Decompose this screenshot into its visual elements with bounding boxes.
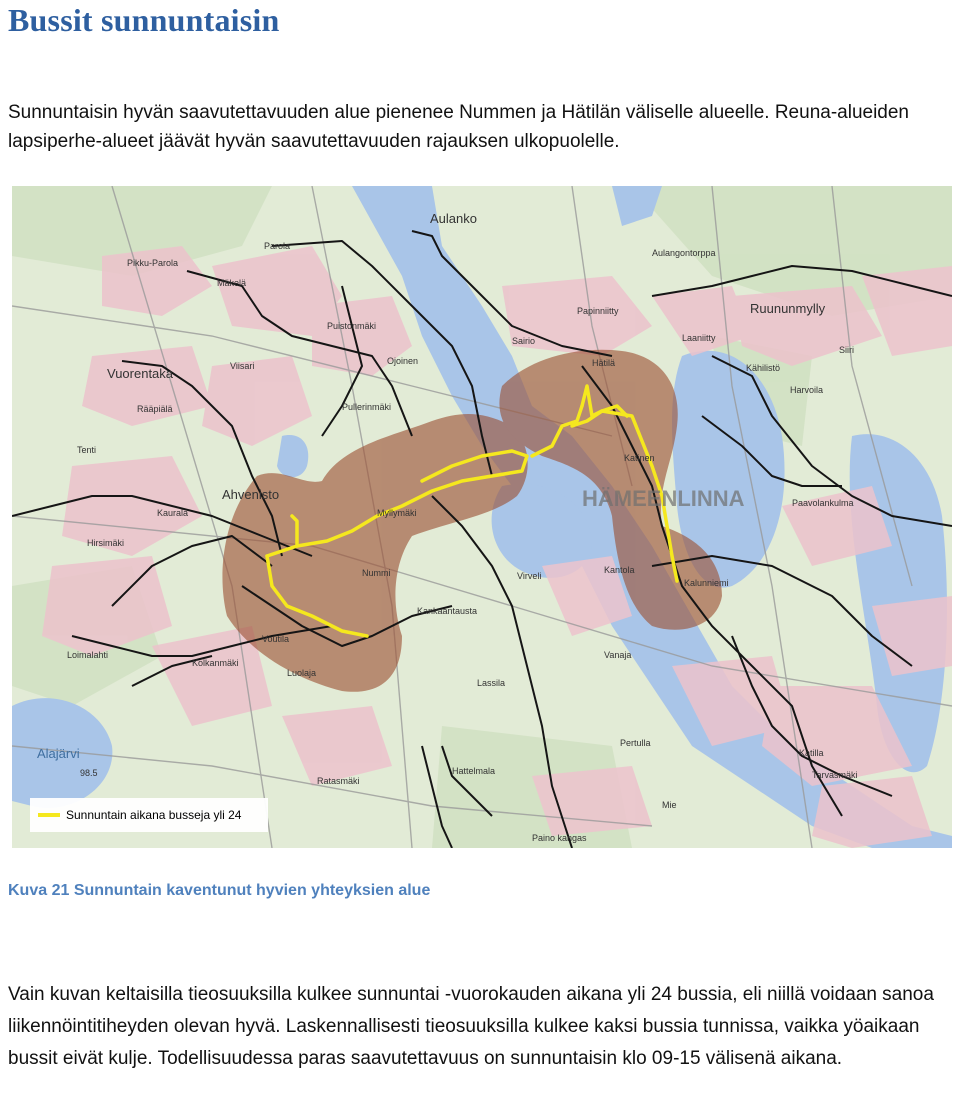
svg-text:Hätilä: Hätilä (592, 358, 616, 368)
svg-text:Myllymäki: Myllymäki (377, 508, 417, 518)
svg-text:Aulangontorppa: Aulangontorppa (652, 248, 716, 258)
svg-text:Tenti: Tenti (77, 445, 97, 455)
svg-text:Kankaantausta: Kankaantausta (417, 606, 478, 616)
svg-text:Nummi: Nummi (362, 568, 391, 578)
svg-text:Virveli: Virveli (517, 571, 542, 581)
svg-text:Alajärvi: Alajärvi (37, 746, 80, 761)
svg-text:Ahvenisto: Ahvenisto (222, 487, 280, 502)
svg-text:Vuorentaka: Vuorentaka (107, 366, 174, 381)
svg-text:Sairio: Sairio (512, 336, 536, 346)
svg-text:Siiri: Siiri (839, 345, 854, 355)
svg-text:Laaniitty: Laaniitty (682, 333, 716, 343)
svg-text:Loimalahti: Loimalahti (67, 650, 109, 660)
svg-text:Kalunniemi: Kalunniemi (684, 578, 729, 588)
svg-text:Pikku-Parola: Pikku-Parola (127, 258, 179, 268)
svg-text:98.5: 98.5 (80, 768, 98, 778)
svg-text:Kantola: Kantola (604, 565, 635, 575)
body-paragraph: Vain kuvan keltaisilla tieosuuksilla kulkee sunnuntai -vuorokauden aikana yli 24 bussia, eli niillä voidaan sanoa liikennöintitiheyden olevan hyvä. Laskennallisesti tieosuuksilla kulkee kaksi bussia tunnissa, vaikka yöaikaan bussit eivät kulje. Todellisuudessa paras saavutettavuus on sunnuntaisin klo 09-15 välisenä aikana. (8, 984, 934, 1069)
map-legend (30, 798, 268, 832)
svg-text:Lassila: Lassila (477, 678, 506, 688)
city-label: HÄMEENLINNA (582, 486, 745, 511)
svg-text:Katilla: Katilla (799, 748, 824, 758)
figure-caption: Kuva 21 Sunnuntain kaventunut hyvien yhteyksien alue (8, 882, 431, 899)
svg-text:Harvoila: Harvoila (790, 385, 824, 395)
svg-text:Parola: Parola (264, 241, 291, 251)
svg-text:Paino kangas: Paino kangas (532, 833, 587, 843)
svg-text:Kaurala: Kaurala (157, 508, 189, 518)
svg-text:Puistonmäki: Puistonmäki (327, 321, 377, 331)
svg-text:Ojoinen: Ojoinen (387, 356, 419, 366)
bus-frequency-map (12, 186, 952, 848)
svg-text:Voutila: Voutila (262, 634, 290, 644)
svg-text:Papinniitty: Papinniitty (577, 306, 619, 316)
svg-text:Luolaja: Luolaja (287, 668, 317, 678)
svg-text:Mie: Mie (662, 800, 677, 810)
svg-text:Pullerinmäki: Pullerinmäki (342, 402, 392, 412)
svg-text:Katinen: Katinen (624, 453, 655, 463)
svg-text:Kähilistö: Kähilistö (746, 363, 781, 373)
svg-text:Ratasmäki: Ratasmäki (317, 776, 360, 786)
intro-paragraph: Sunnuntaisin hyvän saavutettavuuden alue pienenee Nummen ja Hätilän väliselle alueelle. Reuna-alueiden lapsiperhe-alueet jäävät hyvän saavutettavuuden rajauksen ulkopuolelle. (8, 102, 909, 152)
svg-text:Pertulla: Pertulla (620, 738, 651, 748)
svg-text:Hattelmala: Hattelmala (452, 766, 496, 776)
svg-text:Kolkanmäki: Kolkanmäki (192, 658, 239, 668)
legend-label: Sunnuntain aikana busseja yli 24 (66, 808, 242, 822)
svg-text:Rääpiälä: Rääpiälä (137, 404, 173, 414)
svg-text:Vanaja: Vanaja (604, 650, 632, 660)
svg-text:Viisari: Viisari (230, 361, 255, 371)
svg-text:Mäkelä: Mäkelä (217, 278, 247, 288)
svg-text:Tarvasmäki: Tarvasmäki (812, 770, 858, 780)
svg-text:Hirsimäki: Hirsimäki (87, 538, 124, 548)
svg-text:Paavolankulma: Paavolankulma (792, 498, 854, 508)
svg-text:Aulanko: Aulanko (430, 211, 477, 226)
svg-text:Ruununmylly: Ruununmylly (750, 301, 826, 316)
page-title: Bussit sunnuntaisin (8, 2, 280, 38)
